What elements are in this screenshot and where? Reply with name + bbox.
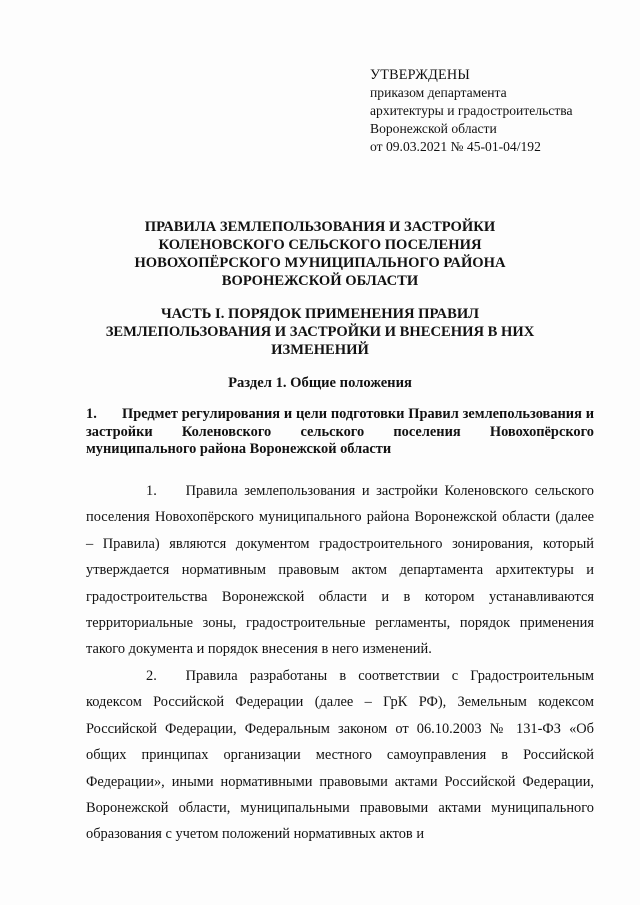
paragraph-text: Правила землепользования и застройки Коленовского сельского поселения Новохопёрского муниципального района Воронежской области (далее – Правила) являются документом градостроительного зонирования, который утверждается нормативным правовым актом департамента архитектуры и градостроительства Воронежской области и в котором устанавливаются территориальные зоны, градостроительные регламенты, порядок применения такого документа и порядок внесения в него изменений. (86, 483, 594, 658)
title-line: НОВОХОПЁРСКОГО МУНИЦИПАЛЬНОГО РАЙОНА (134, 255, 506, 271)
paragraph (86, 478, 594, 663)
section-heading: Раздел 1. Общие положения (228, 375, 412, 391)
paragraph (86, 663, 594, 848)
paragraph-text: Правила разработаны в соответствии с Градостроительным кодексом Российской Федерации (далее – ГрК РФ), Земельным кодексом Российской Федерации, Федеральным законом от 06.10.2003 № 131-ФЗ «Об общих принципах организации местного самоуправления в Российской Федерации», иными нормативными правовыми актами Российской Федерации, Воронежской области, муниципальными правовыми актами муниципального образования с учетом положений нормативных актов и (86, 668, 594, 843)
approval-date-line: от 09.03.2021 № 45-01-04/192 (370, 139, 541, 154)
title-line: ВОРОНЕЖСКОЙ ОБЛАСТИ (221, 273, 419, 289)
article-heading (86, 406, 594, 459)
title-line: КОЛЕНОВСКОГО СЕЛЬСКОГО ПОСЕЛЕНИЯ (158, 237, 482, 253)
article-number: 1. (86, 406, 97, 422)
part-heading (60, 305, 580, 359)
part-line: ЧАСТЬ I. ПОРЯДОК ПРИМЕНЕНИЯ ПРАВИЛ (160, 306, 480, 322)
approval-line: Воронежской области (370, 121, 497, 136)
approval-heading: УТВЕРЖДЕНЫ (370, 67, 470, 83)
paragraph-number: 2. (146, 668, 157, 684)
part-line: ИЗМЕНЕНИЙ (271, 342, 369, 358)
paragraph-number: 1. (146, 483, 157, 499)
part-line: ЗЕМЛЕПОЛЬЗОВАНИЯ И ЗАСТРОЙКИ И ВНЕСЕНИЯ В НИХ (105, 324, 535, 340)
approval-line: архитектуры и градостроительства (370, 103, 573, 118)
article-text: Предмет регулирования и цели подготовки Правил землепользования и застройки Коленовского сельского поселения Новохопёрского муниципального района Воронежской области (86, 406, 594, 457)
title-line: ПРАВИЛА ЗЕМЛЕПОЛЬЗОВАНИЯ И ЗАСТРОЙКИ (144, 219, 496, 235)
document-title (60, 218, 580, 290)
approval-line: приказом департамента (370, 85, 507, 100)
approval-stamp (370, 66, 620, 156)
